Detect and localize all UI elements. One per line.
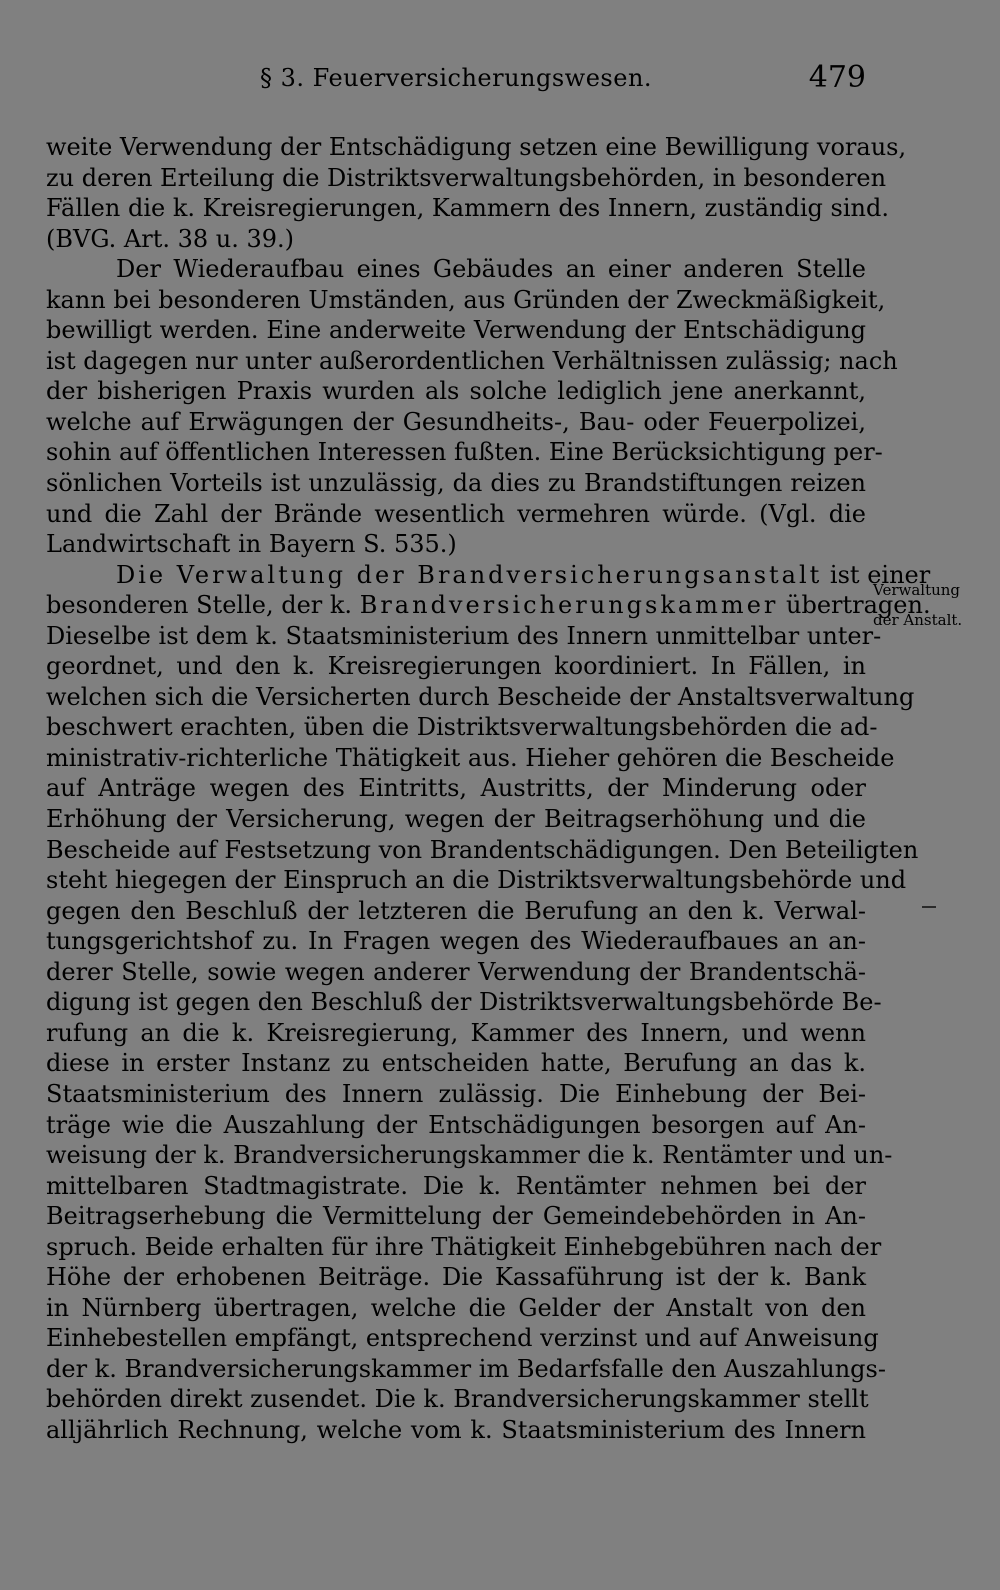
section-title: § 3. Feuerversicherungswesen.	[259, 64, 653, 92]
body-text	[46, 132, 931, 1446]
text-line: bewilligt werden. Eine anderweite Verwendung der Entschädigung	[46, 316, 866, 345]
text-line: gegen den Beschluß der letzteren die Berufung an den k. Verwal-	[46, 896, 866, 925]
text-line: Fällen die k. Kreisregierungen, Kammern des Innern, zuständig sind.	[46, 194, 889, 223]
text-line: spruch. Beide erhalten für ihre Thätigkeit Einhebgebühren nach der	[46, 1232, 882, 1261]
text-line: zu deren Erteilung die Distriktsverwaltungsbehörden, in besonderen	[46, 163, 887, 192]
text-line: Beitragserhebung die Vermittelung der Gemeindebehörden in An-	[46, 1202, 866, 1231]
text-line	[46, 590, 931, 621]
emphasized-term: Die Verwaltung der Brandversicherungsanstalt	[116, 560, 823, 589]
text-line: digung ist gegen den Beschluß der Distriktsverwaltungsbehörde Be-	[46, 988, 882, 1017]
margin-note	[873, 575, 995, 635]
text-line: behörden direkt zusendet. Die k. Brandversicherungskammer stellt	[46, 1385, 869, 1414]
text-line: (BVG. Art. 38 u. 39.)	[46, 224, 295, 253]
text-line: auf Anträge wegen des Eintritts, Austritts, der Minderung oder	[46, 774, 866, 803]
margin-note-line: der Anstalt.	[873, 611, 963, 629]
text-span: besonderen Stelle, der k.	[46, 591, 360, 620]
text-line: Einhebestellen empfängt, entsprechend verzinst und auf Anweisung	[46, 1324, 879, 1353]
text-line: rufung an die k. Kreisregierung, Kammer des Innern, und wenn	[46, 1018, 866, 1047]
text-line: derer Stelle, sowie wegen anderer Verwendung der Brandentschä-	[46, 957, 866, 986]
text-line: kann bei besonderen Umständen, aus Gründen der Zweckmäßigkeit,	[46, 285, 886, 314]
text-line: Höhe der erhobenen Beiträge. Die Kassaführung ist der k. Bank	[46, 1263, 866, 1292]
text-line: diese in erster Instanz zu entscheiden hatte, Berufung an das k.	[46, 1049, 866, 1078]
text-line: welche auf Erwägungen der Gesundheits-, Bau- oder Feuerpolizei,	[46, 407, 866, 436]
margin-note-line: Verwaltung	[873, 581, 961, 599]
text-line: Erhöhung der Versicherung, wegen der Beitragserhöhung und die	[46, 805, 866, 834]
text-line: Der Wiederaufbau eines Gebäudes an einer anderen Stelle	[116, 255, 866, 284]
text-line: sönlichen Vorteils ist unzulässig, da dies zu Brandstiftungen reizen	[46, 469, 866, 498]
text-line: in Nürnberg übertragen, welche die Gelder der Anstalt von den	[46, 1293, 866, 1322]
text-line: Staatsministerium des Innern zulässig. Die Einhebung der Bei-	[46, 1079, 866, 1108]
text-line: und die Zahl der Brände wesentlich vermehren würde. (Vgl. die	[46, 499, 866, 528]
page-number: 479	[808, 60, 866, 95]
text-line: der k. Brandversicherungskammer im Bedarfsfalle den Auszahlungs-	[46, 1354, 886, 1383]
text-line: geordnet, und den k. Kreisregierungen koordiniert. In Fällen, in	[46, 652, 866, 681]
text-line: steht hiegegen der Einspruch an die Distriktsverwaltungsbehörde und	[46, 866, 907, 895]
running-header	[46, 60, 866, 100]
print-mark	[922, 906, 936, 908]
text-line: tungsgerichtshof zu. In Fragen wegen des Wiederaufbaues an an-	[46, 927, 866, 956]
text-line: sohin auf öffentlichen Interessen fußten. Eine Berücksichtigung per-	[46, 438, 883, 467]
text-line: weite Verwendung der Entschädigung setzen eine Bewilligung voraus,	[46, 133, 907, 161]
text-line	[46, 560, 931, 591]
text-line: der bisherigen Praxis wurden als solche lediglich jene anerkannt,	[46, 377, 866, 406]
text-line: Landwirtschaft in Bayern S. 535.)	[46, 530, 457, 559]
emphasized-term: Brandversicherungskammer	[359, 591, 779, 620]
text-span: ist einer	[822, 560, 931, 589]
text-line: träge wie die Auszahlung der Entschädigungen besorgen auf An-	[46, 1110, 866, 1139]
text-line: beschwert erachten, üben die Distriktsverwaltungsbehörden die ad-	[46, 713, 878, 742]
text-line: ist dagegen nur unter außerordentlichen Verhältnissen zulässig; nach	[46, 346, 898, 375]
text-span: übertragen.	[778, 591, 931, 620]
text-line: weisung der k. Brandversicherungskammer die k. Rentämter und un-	[46, 1141, 893, 1170]
text-line: ministrativ-richterliche Thätigkeit aus. Hieher gehören die Bescheide	[46, 743, 895, 772]
text-line: alljährlich Rechnung, welche vom k. Staatsministerium des Innern	[46, 1415, 866, 1444]
text-line: Dieselbe ist dem k. Staatsministerium des Innern unmittelbar unter-	[46, 621, 882, 650]
text-line: Bescheide auf Festsetzung von Brandentschädigungen. Den Beteiligten	[46, 835, 919, 864]
text-line: welchen sich die Versicherten durch Bescheide der Anstaltsverwaltung	[46, 682, 915, 711]
text-line: mittelbaren Stadtmagistrate. Die k. Rentämter nehmen bei der	[46, 1171, 866, 1200]
